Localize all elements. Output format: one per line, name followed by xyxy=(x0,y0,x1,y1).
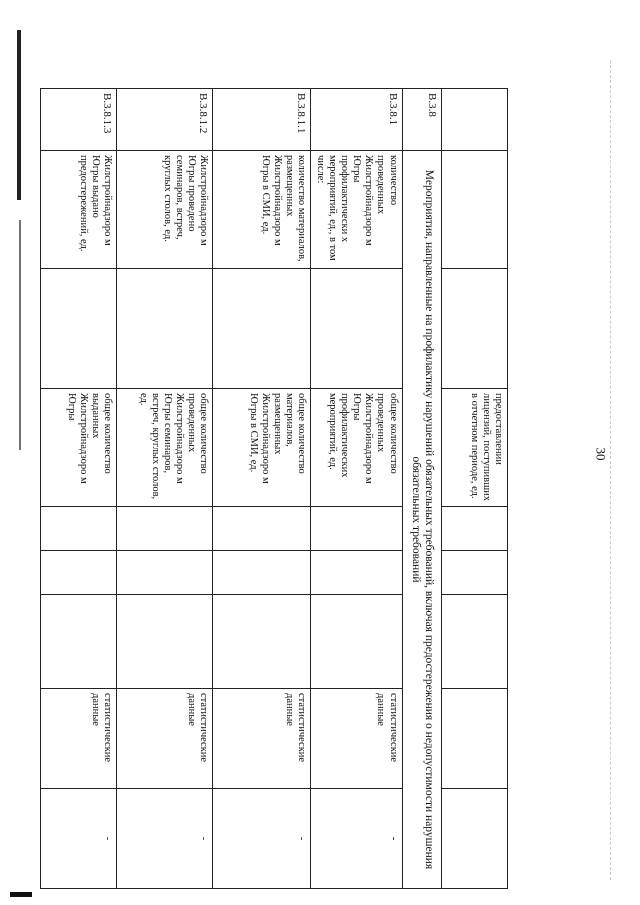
cell-code: В.3.8.1 xyxy=(311,89,402,151)
cell-empty xyxy=(311,551,402,595)
cell-empty xyxy=(442,789,508,889)
cell-description: общее количество проведенных Жилстройнадзоро м Югры профилактических мероприятий, ед. xyxy=(311,389,402,507)
cell-empty xyxy=(117,595,213,689)
cell-empty xyxy=(41,269,117,389)
cell-empty xyxy=(311,269,402,389)
section-code: В.3.8 xyxy=(402,89,441,151)
section-title: Мероприятия, направленные на профилактику нарушений обязательных требований, включая предостережения о недопустимости нарушения обязательных требований xyxy=(402,151,441,889)
cell-name: Жилстройнадзоро м Югры выдано предостережений, ед. xyxy=(41,151,117,269)
cell-empty xyxy=(442,595,508,689)
cell-empty xyxy=(442,689,508,789)
cell-description: общее количество выданных Жилстройнадзоро м Югры xyxy=(41,389,117,507)
rotated-table-wrapper xyxy=(65,88,508,870)
cell-mark: - xyxy=(213,789,311,889)
cell-empty xyxy=(442,507,508,551)
cell-description: общее количество материалов, размещенных Жилстройнадзоро м Югры в СМИ, ед. xyxy=(213,389,311,507)
table-row xyxy=(213,89,311,889)
cell-name xyxy=(442,151,508,269)
cell-empty xyxy=(117,269,213,389)
cell-code xyxy=(442,89,508,151)
cell-mark: - xyxy=(117,789,213,889)
table-row xyxy=(117,89,213,889)
cell-description: общее количество проведенных Жилстройнадзоро м Югры семинаров, встреч, круглых столов, ед. xyxy=(117,389,213,507)
scan-artifact-left-bar xyxy=(17,30,21,200)
cell-empty xyxy=(41,551,117,595)
rotated-table-canvas xyxy=(65,88,508,870)
cell-code: В.3.8.1.2 xyxy=(117,89,213,151)
scan-artifact-dotted-line xyxy=(610,60,612,880)
cell-mark: - xyxy=(41,789,117,889)
cell-source: статистические данные xyxy=(117,689,213,789)
cell-empty xyxy=(117,551,213,595)
cell-empty xyxy=(442,269,508,389)
cell-empty xyxy=(213,269,311,389)
cell-empty xyxy=(442,551,508,595)
table-row xyxy=(41,89,117,889)
cell-source: статистические данные xyxy=(213,689,311,789)
cell-source: статистические данные xyxy=(311,689,402,789)
cell-mark: - xyxy=(311,789,402,889)
cell-empty xyxy=(311,595,402,689)
scan-artifact-bottom-mark xyxy=(10,892,32,897)
table-row-section xyxy=(402,89,441,889)
cell-empty xyxy=(213,507,311,551)
cell-name: количество проведенных Жилстройнадзоро м Югры профилактически х мероприятий, ед., в том числе: xyxy=(311,151,402,269)
table-row-carryover xyxy=(442,89,508,889)
cell-description: предоставлении лицензий, поступивших в отчетном периоде, ед. xyxy=(442,389,508,507)
cell-empty xyxy=(213,551,311,595)
cell-name: Жилстройнадзоро м Югры проведено семинаров, встреч, круглых столов, ед. xyxy=(117,151,213,269)
cell-empty xyxy=(41,595,117,689)
cell-empty xyxy=(213,595,311,689)
cell-name: количество материалов, размещенных Жилстройнадзоро м Югры в СМИ, ед. xyxy=(213,151,311,269)
cell-empty xyxy=(117,507,213,551)
cell-source: статистические данные xyxy=(41,689,117,789)
table-row xyxy=(311,89,402,889)
cell-code: В.3.8.1.1 xyxy=(213,89,311,151)
cell-empty xyxy=(41,507,117,551)
indicators-table xyxy=(40,88,508,889)
scan-artifact-left-line xyxy=(19,220,21,450)
cell-code: В.3.8.1.3 xyxy=(41,89,117,151)
cell-empty xyxy=(311,507,402,551)
page-number: 30 xyxy=(593,447,609,461)
